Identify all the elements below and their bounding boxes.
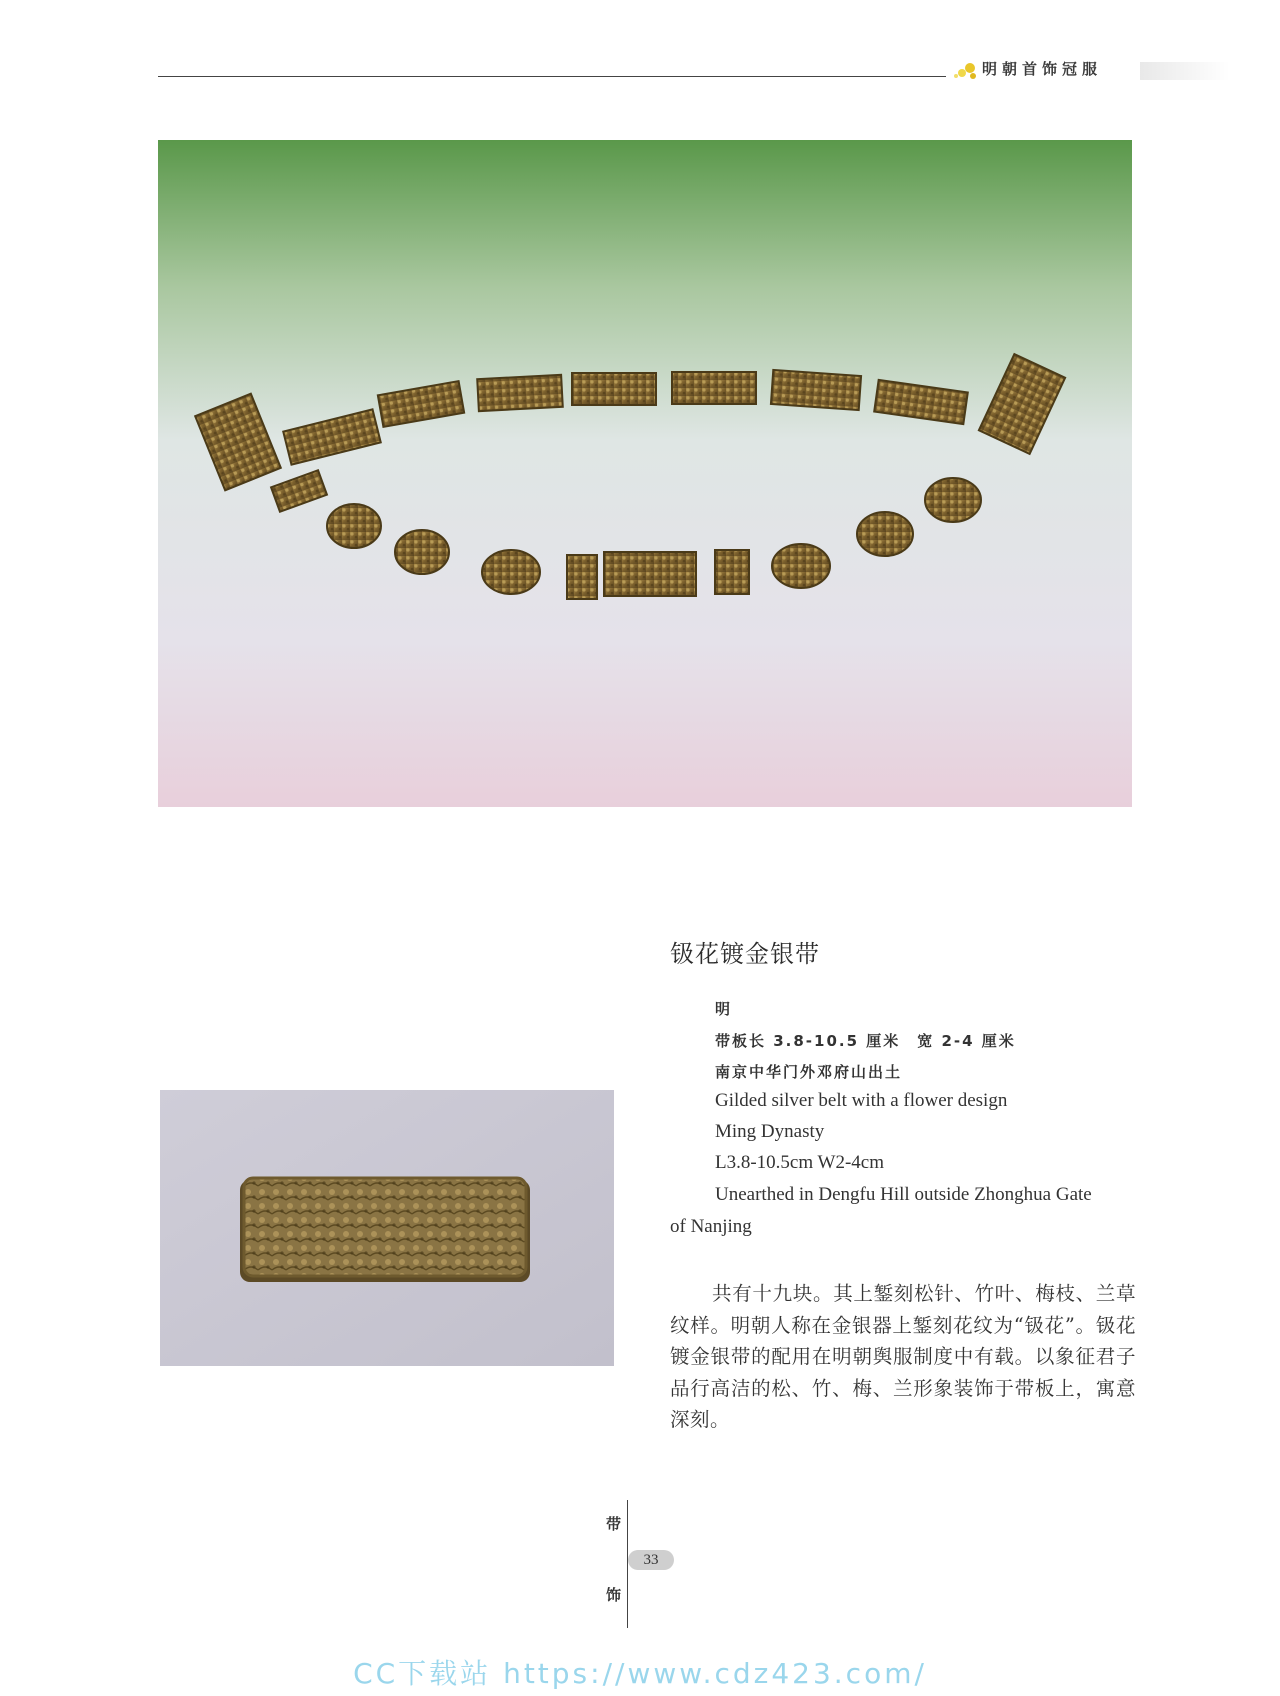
size-cn: 带板长 3.8-10.5 厘米 宽 2-4 厘米	[715, 1032, 1016, 1050]
detail-photo	[160, 1090, 614, 1366]
footer-side-char-2: 饰	[606, 1586, 622, 1604]
dynasty-cn: 明	[715, 1000, 733, 1018]
page-number: 33	[643, 1552, 659, 1568]
main-photo	[158, 140, 1132, 807]
item-title: 钑花镀金银带	[670, 940, 820, 968]
provenance-en-line-1: Unearthed in Dengfu Hill outside Zhonghua Gate	[715, 1184, 1092, 1205]
section-title: 明朝首饰冠服	[982, 60, 1103, 78]
dynasty-en: Ming Dynasty	[715, 1121, 825, 1142]
footer-side-char-1: 带	[606, 1515, 622, 1533]
description-paragraph: 共有十九块。其上錾刻松针、竹叶、梅枝、兰草纹样。明朝人称在金银器上錾刻花纹为“钑花”。钑花镀金银带的配用在明朝舆服制度中有载。以象征君子品行高洁的松、竹、梅、兰形象装饰于带板上，寓意深刻。	[670, 1282, 1136, 1431]
header-rule	[158, 76, 946, 77]
flower-ornament-icon	[948, 60, 982, 84]
provenance-cn: 南京中华门外邓府山出土	[715, 1063, 903, 1081]
provenance-en-line-2: of Nanjing	[670, 1216, 752, 1237]
site-watermark: CC下载站 https://www.cdz423.com/	[353, 1657, 927, 1690]
size-en: L3.8-10.5cm W2-4cm	[715, 1152, 885, 1173]
name-en: Gilded silver belt with a flower design	[715, 1090, 1008, 1111]
header-decoration	[1140, 62, 1230, 80]
